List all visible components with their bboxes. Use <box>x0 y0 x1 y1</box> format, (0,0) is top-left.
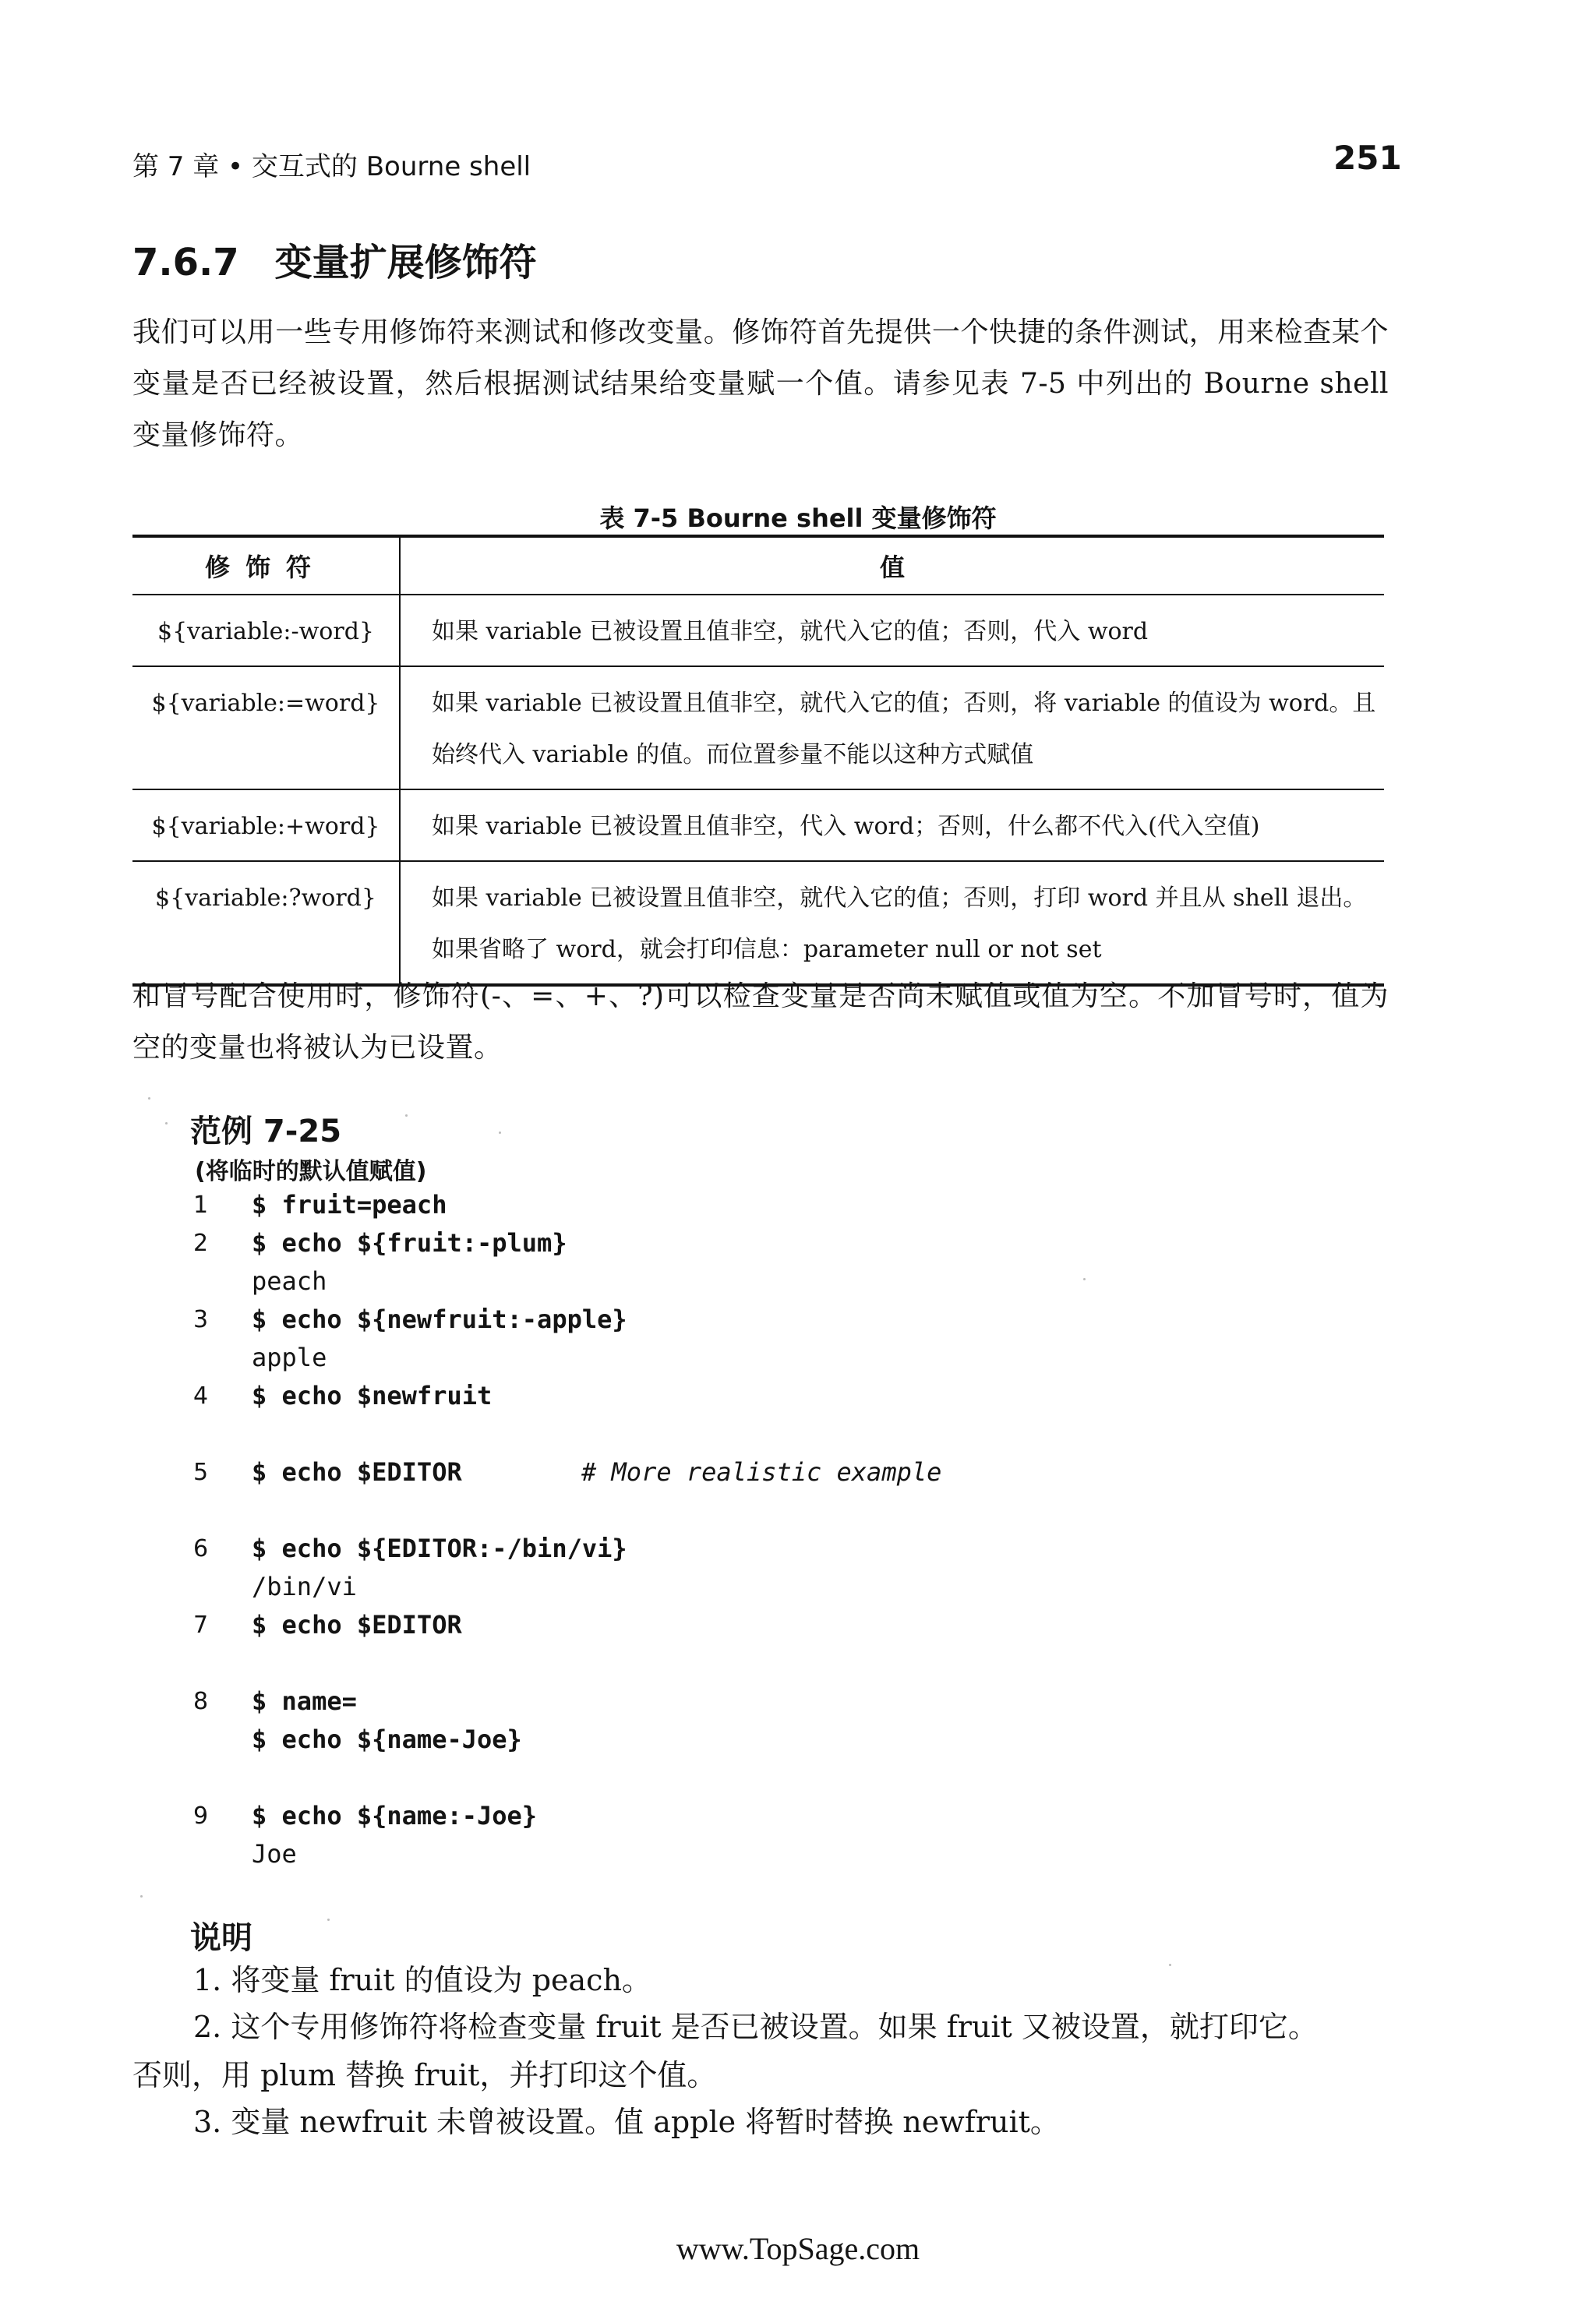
command-text: $ echo ${fruit:-plum} <box>252 1228 567 1258</box>
page-number: 251 <box>1333 139 1402 177</box>
line-number: 4 <box>193 1382 209 1410</box>
line-number: 8 <box>193 1688 209 1715</box>
footer-url: www.TopSage.com <box>676 2231 920 2266</box>
command-text: $ echo $EDITOR <box>252 1610 462 1640</box>
line-number: 5 <box>193 1459 209 1486</box>
line-number: 1 <box>193 1192 209 1219</box>
modifier-cell: ${variable:?word} <box>132 861 400 985</box>
command-text: $ echo $EDITOR <box>252 1457 462 1487</box>
modifier-cell: ${variable:+word} <box>132 789 400 861</box>
code-line <box>193 1186 1284 1224</box>
table-row <box>132 789 1384 861</box>
line-number: 6 <box>193 1535 209 1562</box>
table-row <box>132 861 1384 985</box>
code-line <box>193 1759 1284 1797</box>
table-caption: 表 7-5 Bourne shell 变量修饰符 <box>599 503 997 533</box>
modifier-table <box>132 535 1384 987</box>
section-heading <box>132 232 537 286</box>
output-text: peach <box>252 1266 327 1296</box>
example-title: 范例 7-25 <box>190 1114 342 1149</box>
command-text: $ echo ${name-Joe} <box>252 1725 522 1754</box>
command-text: $ echo $newfruit <box>252 1381 493 1410</box>
command-text: $ echo ${name:-Joe} <box>252 1801 538 1831</box>
note-3: 3. 变量 newfruit 未曾被设置。值 apple 将暂时替换 newfruit。 <box>193 2105 1060 2139</box>
table-header-row <box>132 536 1384 595</box>
line-number: 7 <box>193 1612 209 1639</box>
output-text: Joe <box>252 1839 297 1869</box>
example-subtitle: (将临时的默认值赋值) <box>195 1158 427 1185</box>
code-line <box>193 1835 1284 1873</box>
running-head: 第 7 章 • 交互式的 Bourne shell <box>132 151 531 182</box>
code-line <box>193 1568 1284 1606</box>
code-line <box>193 1453 1284 1492</box>
command-text: $ echo ${EDITOR:-/bin/vi} <box>252 1534 627 1563</box>
code-line <box>193 1492 1284 1530</box>
code-line <box>193 1644 1284 1682</box>
line-number: 2 <box>193 1230 209 1257</box>
value-cell: 如果 variable 已被设置且值非空，就代入它的值；否则，代入 word <box>400 595 1384 666</box>
note-2: 2. 这个专用修饰符将检查变量 fruit 是否已被设置。如果 fruit 又被设置，就打印它。 <box>193 2010 1318 2044</box>
command-text: $ name= <box>252 1686 357 1716</box>
value-cell: 如果 variable 已被设置且值非空，代入 word；否则，什么都不代入(代入空值) <box>400 789 1384 861</box>
code-line <box>193 1377 1284 1415</box>
section-title: 变量扩展修饰符 <box>274 241 537 284</box>
header-value: 值 <box>400 536 1384 595</box>
line-number: 9 <box>193 1802 209 1830</box>
output-text: /bin/vi <box>252 1572 357 1601</box>
command-text: $ fruit=peach <box>252 1190 447 1220</box>
modifier-cell: ${variable:-word} <box>132 595 400 666</box>
section-number: 7.6.7 <box>132 241 239 284</box>
note-1: 1. 将变量 fruit 的值设为 peach。 <box>193 1963 651 1997</box>
code-line <box>193 1415 1284 1453</box>
note-2-continued: 否则，用 plum 替换 fruit，并打印这个值。 <box>132 2058 717 2092</box>
notes-title: 说明 <box>190 1920 252 1956</box>
header-modifier: 修饰符 <box>132 536 400 595</box>
value-cell: 如果 variable 已被设置且值非空，就代入它的值；否则，将 variable 的值设为 word。且始终代入 variable 的值。而位置参量不能以这种方式赋值 <box>400 666 1384 789</box>
code-line <box>193 1797 1284 1835</box>
code-line <box>193 1530 1284 1568</box>
code-comment: # More realistic example <box>581 1457 942 1487</box>
modifier-cell: ${variable:=word} <box>132 666 400 789</box>
code-line <box>193 1339 1284 1377</box>
intro-paragraph: 我们可以用一些专用修饰符来测试和修改变量。修饰符首先提供一个快捷的条件测试，用来检查某个变量是否已经被设置，然后根据测试结果给变量赋一个值。请参见表 7-5 中列出的 Bourne shell 变量修饰符。 <box>132 316 1389 451</box>
code-line <box>193 1682 1284 1721</box>
table-row <box>132 666 1384 789</box>
table-row <box>132 595 1384 666</box>
after-table-paragraph: 和冒号配合使用时，修饰符(-、=、+、?)可以检查变量是否尚未赋值或值为空。不加冒号时，值为空的变量也将被认为已设置。 <box>132 980 1389 1064</box>
code-line <box>193 1606 1284 1644</box>
code-line <box>193 1262 1284 1301</box>
code-line <box>193 1721 1284 1759</box>
command-text: $ echo ${newfruit:-apple} <box>252 1305 627 1334</box>
value-cell: 如果 variable 已被设置且值非空，就代入它的值；否则，打印 word 并且从 shell 退出。如果省略了 word，就会打印信息：parameter null or not set <box>400 861 1384 985</box>
output-text: apple <box>252 1343 327 1372</box>
code-line <box>193 1224 1284 1262</box>
code-example <box>193 1186 1284 1873</box>
code-line <box>193 1301 1284 1339</box>
line-number: 3 <box>193 1306 209 1333</box>
